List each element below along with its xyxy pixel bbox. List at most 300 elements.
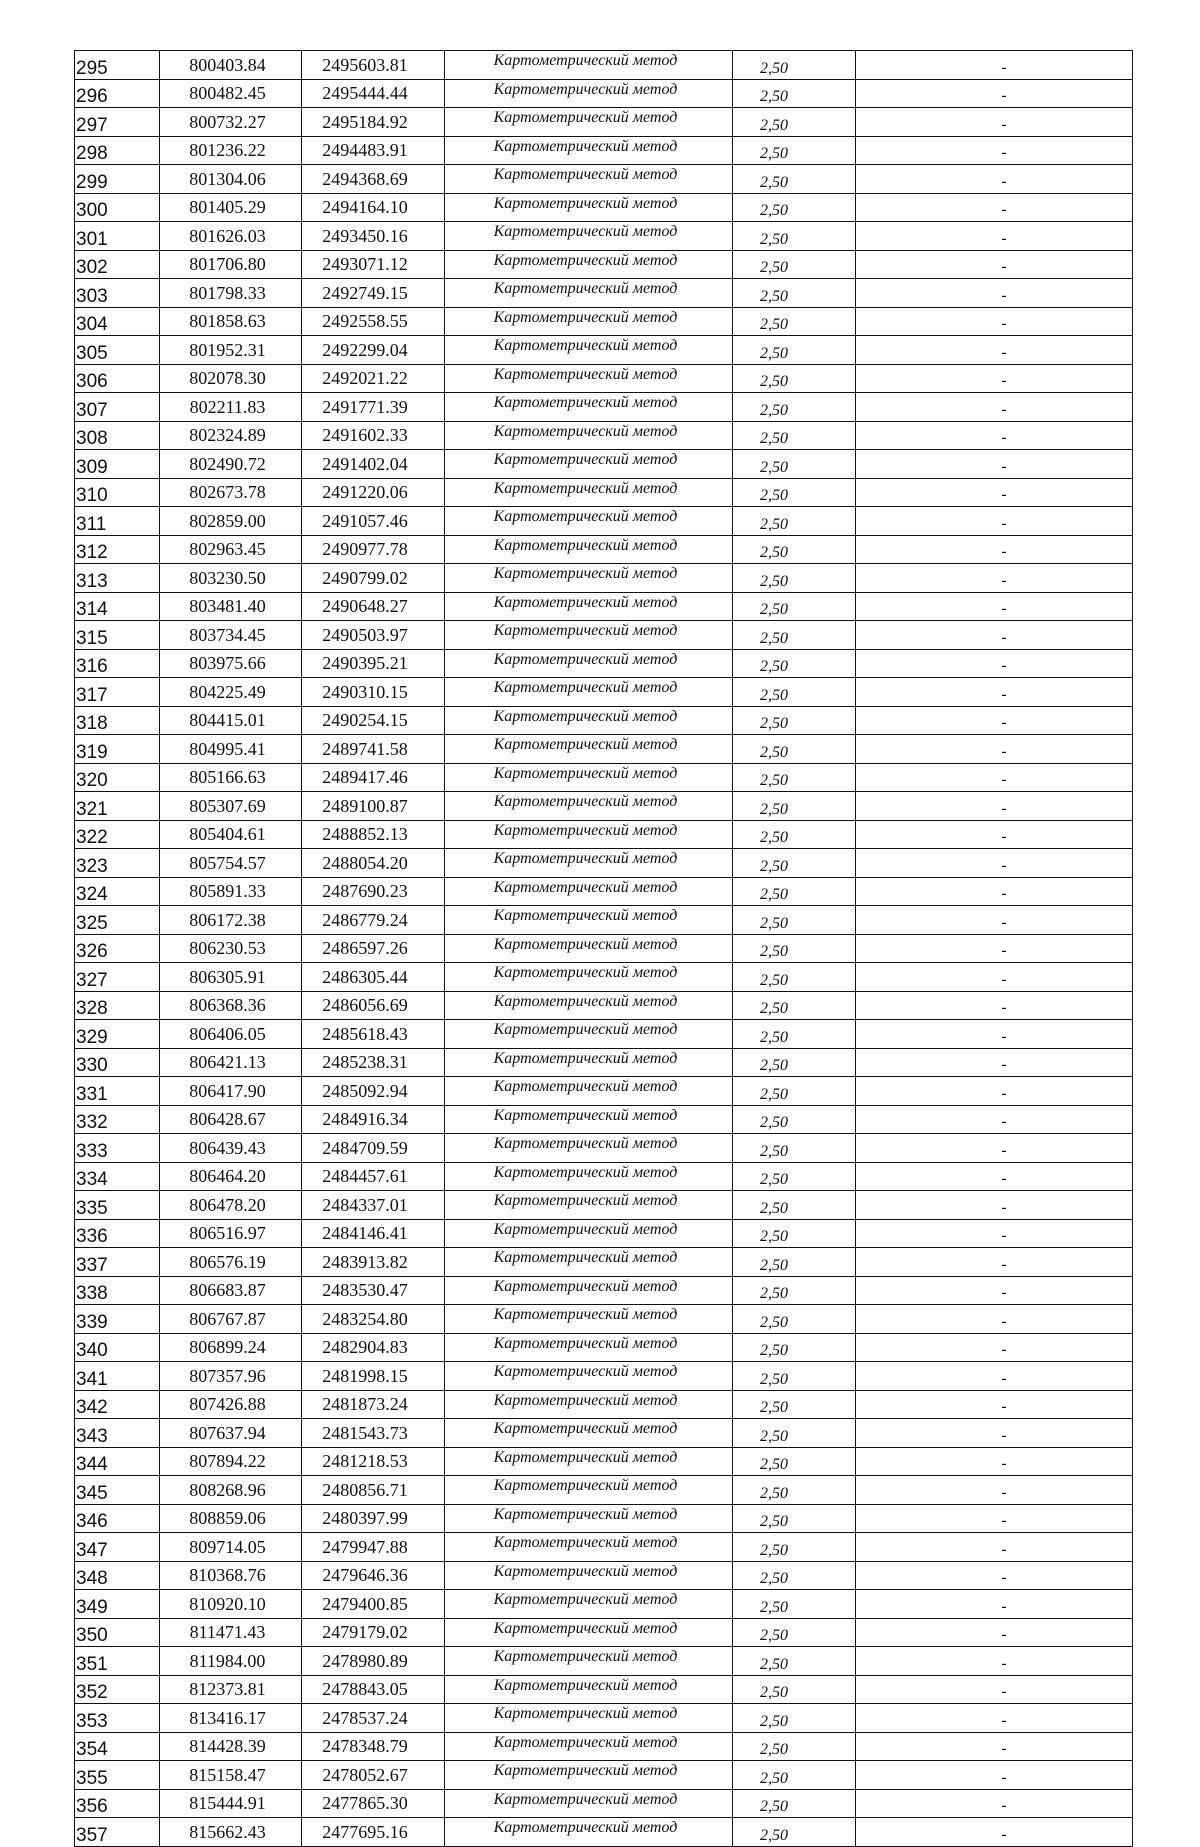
- accuracy-cell: 2,50: [733, 250, 856, 279]
- table-row: [75, 1533, 1133, 1562]
- method-cell: Картометрический метод: [445, 1476, 733, 1505]
- method-cell: Картометрический метод: [445, 1419, 733, 1448]
- accuracy-cell: 2,50: [733, 1162, 856, 1191]
- y-coordinate-cell: 2481873.24: [302, 1390, 445, 1419]
- method-cell: Картометрический метод: [445, 307, 733, 336]
- accuracy-cell: 2,50: [733, 1761, 856, 1790]
- description-cell: -: [856, 1134, 1133, 1163]
- method-cell: Картометрический метод: [445, 849, 733, 878]
- x-coordinate-cell: 809714.05: [160, 1533, 302, 1562]
- description-cell: -: [856, 507, 1133, 536]
- description-cell: -: [856, 250, 1133, 279]
- x-coordinate-cell: 800732.27: [160, 108, 302, 137]
- point-number-cell: 342: [75, 1390, 160, 1419]
- point-number-cell: 323: [75, 849, 160, 878]
- coordinates-table: [74, 50, 1133, 1847]
- x-coordinate-cell: 804415.01: [160, 706, 302, 735]
- description-cell: -: [856, 1647, 1133, 1676]
- point-number-cell: 337: [75, 1248, 160, 1277]
- y-coordinate-cell: 2480397.99: [302, 1504, 445, 1533]
- accuracy-cell: 2,50: [733, 792, 856, 821]
- point-number-cell: 307: [75, 393, 160, 422]
- x-coordinate-cell: 806899.24: [160, 1333, 302, 1362]
- description-cell: -: [856, 478, 1133, 507]
- y-coordinate-cell: 2489741.58: [302, 735, 445, 764]
- y-coordinate-cell: 2485618.43: [302, 1020, 445, 1049]
- table-row: [75, 1105, 1133, 1134]
- coordinates-table-sheet: [74, 50, 1132, 1847]
- y-coordinate-cell: 2485092.94: [302, 1077, 445, 1106]
- table-row: [75, 1789, 1133, 1818]
- x-coordinate-cell: 813416.17: [160, 1704, 302, 1733]
- table-row: [75, 1390, 1133, 1419]
- x-coordinate-cell: 807357.96: [160, 1362, 302, 1391]
- point-number-cell: 344: [75, 1447, 160, 1476]
- x-coordinate-cell: 812373.81: [160, 1675, 302, 1704]
- y-coordinate-cell: 2477695.16: [302, 1818, 445, 1847]
- accuracy-cell: 2,50: [733, 763, 856, 792]
- accuracy-cell: 2,50: [733, 820, 856, 849]
- method-cell: Картометрический метод: [445, 79, 733, 108]
- x-coordinate-cell: 805754.57: [160, 849, 302, 878]
- accuracy-cell: 2,50: [733, 136, 856, 165]
- description-cell: -: [856, 1362, 1133, 1391]
- description-cell: -: [856, 336, 1133, 365]
- accuracy-cell: 2,50: [733, 649, 856, 678]
- point-number-cell: 330: [75, 1048, 160, 1077]
- y-coordinate-cell: 2487690.23: [302, 877, 445, 906]
- method-cell: Картометрический метод: [445, 393, 733, 422]
- description-cell: -: [856, 1048, 1133, 1077]
- x-coordinate-cell: 801858.63: [160, 307, 302, 336]
- x-coordinate-cell: 806421.13: [160, 1048, 302, 1077]
- accuracy-cell: 2,50: [733, 1134, 856, 1163]
- x-coordinate-cell: 814428.39: [160, 1732, 302, 1761]
- description-cell: -: [856, 1675, 1133, 1704]
- point-number-cell: 341: [75, 1362, 160, 1391]
- method-cell: Картометрический метод: [445, 991, 733, 1020]
- accuracy-cell: 2,50: [733, 706, 856, 735]
- method-cell: Картометрический метод: [445, 507, 733, 536]
- description-cell: -: [856, 820, 1133, 849]
- point-number-cell: 347: [75, 1533, 160, 1562]
- point-number-cell: 333: [75, 1134, 160, 1163]
- y-coordinate-cell: 2489100.87: [302, 792, 445, 821]
- y-coordinate-cell: 2479947.88: [302, 1533, 445, 1562]
- table-row: [75, 136, 1133, 165]
- method-cell: Картометрический метод: [445, 1647, 733, 1676]
- y-coordinate-cell: 2490254.15: [302, 706, 445, 735]
- method-cell: Картометрический метод: [445, 250, 733, 279]
- y-coordinate-cell: 2493450.16: [302, 222, 445, 251]
- x-coordinate-cell: 811471.43: [160, 1618, 302, 1647]
- x-coordinate-cell: 800403.84: [160, 51, 302, 80]
- y-coordinate-cell: 2495444.44: [302, 79, 445, 108]
- accuracy-cell: 2,50: [733, 963, 856, 992]
- table-row: [75, 193, 1133, 222]
- table-row: [75, 1276, 1133, 1305]
- point-number-cell: 312: [75, 535, 160, 564]
- point-number-cell: 339: [75, 1305, 160, 1334]
- y-coordinate-cell: 2494164.10: [302, 193, 445, 222]
- table-row: [75, 820, 1133, 849]
- x-coordinate-cell: 806576.19: [160, 1248, 302, 1277]
- table-row: [75, 1761, 1133, 1790]
- x-coordinate-cell: 806464.20: [160, 1162, 302, 1191]
- accuracy-cell: 2,50: [733, 621, 856, 650]
- accuracy-cell: 2,50: [733, 478, 856, 507]
- description-cell: -: [856, 364, 1133, 393]
- x-coordinate-cell: 802078.30: [160, 364, 302, 393]
- point-number-cell: 345: [75, 1476, 160, 1505]
- table-row: [75, 1675, 1133, 1704]
- y-coordinate-cell: 2483530.47: [302, 1276, 445, 1305]
- point-number-cell: 349: [75, 1590, 160, 1619]
- method-cell: Картометрический метод: [445, 1162, 733, 1191]
- method-cell: Картометрический метод: [445, 763, 733, 792]
- description-cell: -: [856, 1077, 1133, 1106]
- point-number-cell: 311: [75, 507, 160, 536]
- accuracy-cell: 2,50: [733, 849, 856, 878]
- y-coordinate-cell: 2490395.21: [302, 649, 445, 678]
- description-cell: -: [856, 1105, 1133, 1134]
- x-coordinate-cell: 804995.41: [160, 735, 302, 764]
- accuracy-cell: 2,50: [733, 1048, 856, 1077]
- point-number-cell: 336: [75, 1219, 160, 1248]
- y-coordinate-cell: 2484916.34: [302, 1105, 445, 1134]
- x-coordinate-cell: 802859.00: [160, 507, 302, 536]
- description-cell: -: [856, 991, 1133, 1020]
- accuracy-cell: 2,50: [733, 1219, 856, 1248]
- table-row: [75, 1476, 1133, 1505]
- y-coordinate-cell: 2484709.59: [302, 1134, 445, 1163]
- table-row: [75, 250, 1133, 279]
- point-number-cell: 303: [75, 279, 160, 308]
- accuracy-cell: 2,50: [733, 934, 856, 963]
- point-number-cell: 304: [75, 307, 160, 336]
- accuracy-cell: 2,50: [733, 1818, 856, 1847]
- y-coordinate-cell: 2490799.02: [302, 564, 445, 593]
- table-row: [75, 364, 1133, 393]
- description-cell: -: [856, 678, 1133, 707]
- accuracy-cell: 2,50: [733, 1333, 856, 1362]
- x-coordinate-cell: 805166.63: [160, 763, 302, 792]
- x-coordinate-cell: 803975.66: [160, 649, 302, 678]
- point-number-cell: 340: [75, 1333, 160, 1362]
- x-coordinate-cell: 807894.22: [160, 1447, 302, 1476]
- method-cell: Картометрический метод: [445, 1048, 733, 1077]
- table-row: [75, 1590, 1133, 1619]
- point-number-cell: 305: [75, 336, 160, 365]
- y-coordinate-cell: 2486779.24: [302, 906, 445, 935]
- method-cell: Картометрический метод: [445, 792, 733, 821]
- table-row: [75, 991, 1133, 1020]
- x-coordinate-cell: 808859.06: [160, 1504, 302, 1533]
- method-cell: Картометрический метод: [445, 165, 733, 194]
- y-coordinate-cell: 2492021.22: [302, 364, 445, 393]
- y-coordinate-cell: 2479179.02: [302, 1618, 445, 1647]
- description-cell: -: [856, 1476, 1133, 1505]
- point-number-cell: 353: [75, 1704, 160, 1733]
- table-row: [75, 564, 1133, 593]
- table-row: [75, 79, 1133, 108]
- method-cell: Картометрический метод: [445, 421, 733, 450]
- description-cell: -: [856, 393, 1133, 422]
- description-cell: -: [856, 906, 1133, 935]
- y-coordinate-cell: 2484146.41: [302, 1219, 445, 1248]
- table-row: [75, 1504, 1133, 1533]
- y-coordinate-cell: 2479400.85: [302, 1590, 445, 1619]
- accuracy-cell: 2,50: [733, 1561, 856, 1590]
- table-row: [75, 1162, 1133, 1191]
- point-number-cell: 346: [75, 1504, 160, 1533]
- table-row: [75, 1561, 1133, 1590]
- y-coordinate-cell: 2477865.30: [302, 1789, 445, 1818]
- point-number-cell: 331: [75, 1077, 160, 1106]
- y-coordinate-cell: 2491220.06: [302, 478, 445, 507]
- accuracy-cell: 2,50: [733, 1191, 856, 1220]
- accuracy-cell: 2,50: [733, 1419, 856, 1448]
- accuracy-cell: 2,50: [733, 535, 856, 564]
- description-cell: -: [856, 136, 1133, 165]
- description-cell: -: [856, 1447, 1133, 1476]
- method-cell: Картометрический метод: [445, 478, 733, 507]
- x-coordinate-cell: 802211.83: [160, 393, 302, 422]
- description-cell: -: [856, 1020, 1133, 1049]
- method-cell: Картометрический метод: [445, 51, 733, 80]
- point-number-cell: 338: [75, 1276, 160, 1305]
- description-cell: -: [856, 108, 1133, 137]
- y-coordinate-cell: 2486597.26: [302, 934, 445, 963]
- table-row: [75, 336, 1133, 365]
- accuracy-cell: 2,50: [733, 1020, 856, 1049]
- y-coordinate-cell: 2478348.79: [302, 1732, 445, 1761]
- method-cell: Картометрический метод: [445, 963, 733, 992]
- description-cell: -: [856, 51, 1133, 80]
- accuracy-cell: 2,50: [733, 1618, 856, 1647]
- table-row: [75, 51, 1133, 80]
- accuracy-cell: 2,50: [733, 592, 856, 621]
- accuracy-cell: 2,50: [733, 165, 856, 194]
- table-row: [75, 706, 1133, 735]
- y-coordinate-cell: 2486056.69: [302, 991, 445, 1020]
- table-row: [75, 450, 1133, 479]
- table-row: [75, 592, 1133, 621]
- accuracy-cell: 2,50: [733, 906, 856, 935]
- accuracy-cell: 2,50: [733, 193, 856, 222]
- y-coordinate-cell: 2480856.71: [302, 1476, 445, 1505]
- x-coordinate-cell: 802673.78: [160, 478, 302, 507]
- accuracy-cell: 2,50: [733, 1248, 856, 1277]
- point-number-cell: 355: [75, 1761, 160, 1790]
- point-number-cell: 327: [75, 963, 160, 992]
- point-number-cell: 296: [75, 79, 160, 108]
- description-cell: -: [856, 1191, 1133, 1220]
- method-cell: Картометрический метод: [445, 1248, 733, 1277]
- y-coordinate-cell: 2481998.15: [302, 1362, 445, 1391]
- y-coordinate-cell: 2493071.12: [302, 250, 445, 279]
- x-coordinate-cell: 801405.29: [160, 193, 302, 222]
- table-row: [75, 1048, 1133, 1077]
- x-coordinate-cell: 801304.06: [160, 165, 302, 194]
- x-coordinate-cell: 803734.45: [160, 621, 302, 650]
- point-number-cell: 309: [75, 450, 160, 479]
- y-coordinate-cell: 2495603.81: [302, 51, 445, 80]
- y-coordinate-cell: 2492299.04: [302, 336, 445, 365]
- accuracy-cell: 2,50: [733, 991, 856, 1020]
- method-cell: Картометрический метод: [445, 1077, 733, 1106]
- accuracy-cell: 2,50: [733, 1675, 856, 1704]
- point-number-cell: 352: [75, 1675, 160, 1704]
- table-row: [75, 877, 1133, 906]
- method-cell: Картометрический метод: [445, 564, 733, 593]
- table-row: [75, 1704, 1133, 1733]
- accuracy-cell: 2,50: [733, 393, 856, 422]
- description-cell: -: [856, 1219, 1133, 1248]
- x-coordinate-cell: 805404.61: [160, 820, 302, 849]
- x-coordinate-cell: 801236.22: [160, 136, 302, 165]
- x-coordinate-cell: 815444.91: [160, 1789, 302, 1818]
- x-coordinate-cell: 802324.89: [160, 421, 302, 450]
- table-row: [75, 1020, 1133, 1049]
- point-number-cell: 324: [75, 877, 160, 906]
- y-coordinate-cell: 2478843.05: [302, 1675, 445, 1704]
- accuracy-cell: 2,50: [733, 1590, 856, 1619]
- method-cell: Картометрический метод: [445, 1675, 733, 1704]
- y-coordinate-cell: 2481543.73: [302, 1419, 445, 1448]
- table-row: [75, 1447, 1133, 1476]
- point-number-cell: 334: [75, 1162, 160, 1191]
- method-cell: Картометрический метод: [445, 706, 733, 735]
- point-number-cell: 325: [75, 906, 160, 935]
- accuracy-cell: 2,50: [733, 1504, 856, 1533]
- x-coordinate-cell: 807637.94: [160, 1419, 302, 1448]
- description-cell: -: [856, 1248, 1133, 1277]
- x-coordinate-cell: 806516.97: [160, 1219, 302, 1248]
- method-cell: Картометрический метод: [445, 1818, 733, 1847]
- accuracy-cell: 2,50: [733, 1105, 856, 1134]
- accuracy-cell: 2,50: [733, 507, 856, 536]
- description-cell: -: [856, 1561, 1133, 1590]
- method-cell: Картометрический метод: [445, 1276, 733, 1305]
- point-number-cell: 306: [75, 364, 160, 393]
- x-coordinate-cell: 810368.76: [160, 1561, 302, 1590]
- y-coordinate-cell: 2491057.46: [302, 507, 445, 536]
- method-cell: Картометрический метод: [445, 1732, 733, 1761]
- table-row: [75, 934, 1133, 963]
- table-row: [75, 421, 1133, 450]
- description-cell: -: [856, 1818, 1133, 1847]
- table-row: [75, 1618, 1133, 1647]
- y-coordinate-cell: 2482904.83: [302, 1333, 445, 1362]
- x-coordinate-cell: 806428.67: [160, 1105, 302, 1134]
- y-coordinate-cell: 2490503.97: [302, 621, 445, 650]
- table-row: [75, 1077, 1133, 1106]
- point-number-cell: 343: [75, 1419, 160, 1448]
- method-cell: Картометрический метод: [445, 1305, 733, 1334]
- method-cell: Картометрический метод: [445, 1590, 733, 1619]
- accuracy-cell: 2,50: [733, 51, 856, 80]
- method-cell: Картометрический метод: [445, 678, 733, 707]
- description-cell: -: [856, 1704, 1133, 1733]
- table-row: [75, 1818, 1133, 1847]
- x-coordinate-cell: 803481.40: [160, 592, 302, 621]
- description-cell: -: [856, 963, 1133, 992]
- description-cell: -: [856, 1305, 1133, 1334]
- x-coordinate-cell: 815158.47: [160, 1761, 302, 1790]
- x-coordinate-cell: 801626.03: [160, 222, 302, 251]
- table-row: [75, 849, 1133, 878]
- method-cell: Картометрический метод: [445, 364, 733, 393]
- accuracy-cell: 2,50: [733, 364, 856, 393]
- method-cell: Картометрический метод: [445, 934, 733, 963]
- accuracy-cell: 2,50: [733, 336, 856, 365]
- method-cell: Картометрический метод: [445, 336, 733, 365]
- description-cell: -: [856, 706, 1133, 735]
- description-cell: -: [856, 1761, 1133, 1790]
- y-coordinate-cell: 2491602.33: [302, 421, 445, 450]
- table-row: [75, 621, 1133, 650]
- point-number-cell: 351: [75, 1647, 160, 1676]
- point-number-cell: 350: [75, 1618, 160, 1647]
- point-number-cell: 308: [75, 421, 160, 450]
- description-cell: -: [856, 1162, 1133, 1191]
- accuracy-cell: 2,50: [733, 1362, 856, 1391]
- method-cell: Картометрический метод: [445, 1333, 733, 1362]
- point-number-cell: 354: [75, 1732, 160, 1761]
- point-number-cell: 297: [75, 108, 160, 137]
- accuracy-cell: 2,50: [733, 1305, 856, 1334]
- description-cell: -: [856, 592, 1133, 621]
- point-number-cell: 310: [75, 478, 160, 507]
- point-number-cell: 348: [75, 1561, 160, 1590]
- y-coordinate-cell: 2491771.39: [302, 393, 445, 422]
- method-cell: Картометрический метод: [445, 535, 733, 564]
- x-coordinate-cell: 806417.90: [160, 1077, 302, 1106]
- description-cell: -: [856, 792, 1133, 821]
- accuracy-cell: 2,50: [733, 1647, 856, 1676]
- point-number-cell: 321: [75, 792, 160, 821]
- point-number-cell: 314: [75, 592, 160, 621]
- point-number-cell: 329: [75, 1020, 160, 1049]
- method-cell: Картометрический метод: [445, 279, 733, 308]
- accuracy-cell: 2,50: [733, 564, 856, 593]
- method-cell: Картометрический метод: [445, 1504, 733, 1533]
- table-row: [75, 1419, 1133, 1448]
- table-row: [75, 279, 1133, 308]
- method-cell: Картометрический метод: [445, 621, 733, 650]
- method-cell: Картометрический метод: [445, 735, 733, 764]
- point-number-cell: 316: [75, 649, 160, 678]
- y-coordinate-cell: 2490977.78: [302, 535, 445, 564]
- point-number-cell: 356: [75, 1789, 160, 1818]
- x-coordinate-cell: 806439.43: [160, 1134, 302, 1163]
- description-cell: -: [856, 849, 1133, 878]
- table-row: [75, 108, 1133, 137]
- method-cell: Картометрический метод: [445, 136, 733, 165]
- method-cell: Картометрический метод: [445, 1761, 733, 1790]
- accuracy-cell: 2,50: [733, 1447, 856, 1476]
- method-cell: Картометрический метод: [445, 649, 733, 678]
- x-coordinate-cell: 806230.53: [160, 934, 302, 963]
- table-row: [75, 1134, 1133, 1163]
- accuracy-cell: 2,50: [733, 108, 856, 137]
- point-number-cell: 300: [75, 193, 160, 222]
- description-cell: -: [856, 450, 1133, 479]
- x-coordinate-cell: 805307.69: [160, 792, 302, 821]
- method-cell: Картометрический метод: [445, 820, 733, 849]
- description-cell: -: [856, 165, 1133, 194]
